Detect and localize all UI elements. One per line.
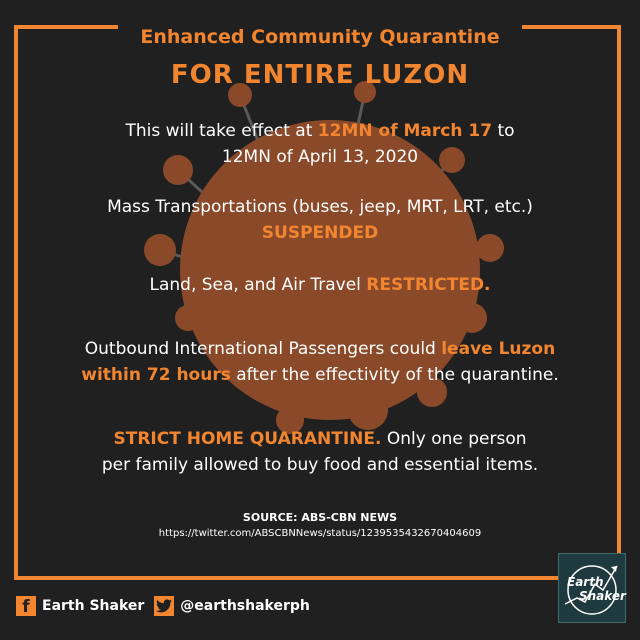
outbound-post: after the effectivity of the quarantine. [230, 365, 559, 385]
travel-status: RESTRICTED. [366, 275, 491, 295]
source-url[interactable]: https://twitter.com/ABSCBNNews/status/1239535432670404609 [158, 528, 482, 539]
facebook-icon[interactable]: f [16, 596, 36, 616]
logo-line2: Shaker [579, 589, 626, 603]
source-block [60, 510, 580, 542]
home-hl: STRICT HOME QUARANTINE. [113, 429, 382, 449]
effect-dates [30, 118, 610, 170]
logo-line1: Earth [567, 575, 604, 589]
twitter-handle[interactable]: @earthshakerph [180, 598, 310, 614]
outbound-pre: Outbound International Passengers could [84, 339, 442, 359]
effect-mid: to [492, 121, 515, 141]
quarantine-subtitle: Enhanced Community Quarantine [118, 20, 522, 54]
effect-pre: This will take effect at [125, 121, 318, 141]
twitter-bird-glyph [156, 599, 172, 613]
facebook-handle[interactable]: Earth Shaker [42, 598, 145, 614]
page-title: FOR ENTIRE LUZON [170, 60, 470, 90]
earth-shaker-logo [558, 553, 626, 623]
home-line2: per family allowed to buy food and essential items. [101, 455, 539, 475]
twitter-icon[interactable] [154, 596, 174, 616]
transport-notice [30, 194, 610, 246]
source-title: SOURCE: ABS-CBN NEWS [242, 511, 398, 524]
footer-social [16, 594, 310, 618]
effect-end: 12MN of April 13, 2020 [221, 147, 419, 167]
effect-start: 12MN of March 17 [317, 121, 493, 141]
outbound-notice [30, 336, 610, 388]
transport-line: Mass Transportations (buses, jeep, MRT, LRT, etc.) [107, 197, 533, 217]
home-quarantine-notice [30, 426, 610, 478]
travel-text: Land, Sea, and Air Travel [149, 275, 367, 295]
outbound-hl2: within 72 hours [81, 365, 231, 385]
home-line1: Only one person [381, 429, 527, 449]
orange-frame [14, 25, 621, 580]
outbound-hl1: leave Luzon [441, 339, 556, 359]
travel-notice [30, 272, 610, 298]
transport-status: SUSPENDED [261, 223, 379, 243]
